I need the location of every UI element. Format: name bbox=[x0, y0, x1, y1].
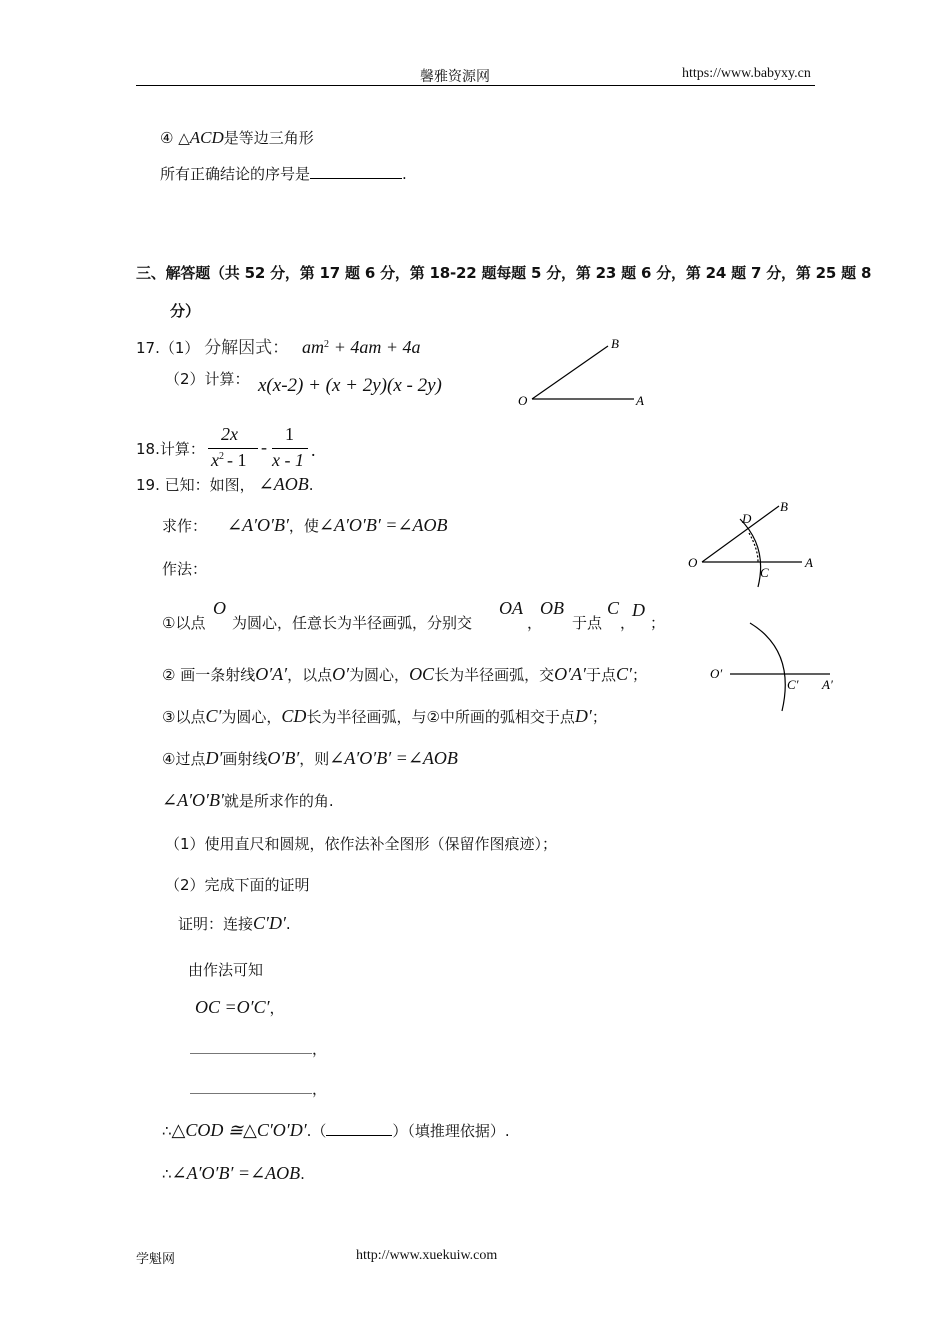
q18-fraction2 bbox=[272, 424, 308, 474]
fig19a-label-a: A bbox=[805, 555, 813, 570]
q19-blank-line1 bbox=[190, 1038, 327, 1059]
q19-step2-o: O′ bbox=[332, 664, 350, 684]
q19-therefore1-after: ）（填推理依据）. bbox=[392, 1122, 510, 1140]
q19-step2-a: ② 画一条射线 bbox=[162, 666, 256, 684]
q19-step3-point-d: D′ bbox=[574, 706, 592, 726]
q19-req-expr1: ∠A′O′B′ bbox=[227, 515, 289, 535]
q18-denominator1 bbox=[211, 450, 247, 471]
q19-eq1-expr: OC =O′C′ bbox=[195, 997, 270, 1017]
q18-denominator2: x - 1 bbox=[272, 450, 304, 470]
q19-therefore2-sym: ∴ bbox=[162, 1165, 172, 1183]
q19-blank1[interactable] bbox=[190, 1043, 312, 1054]
header-site-name: 馨雅资源网 bbox=[420, 69, 490, 85]
fig17-ray-ob bbox=[532, 346, 608, 399]
q19-step1-comma1: ， bbox=[527, 614, 543, 632]
q19-step1-oa: OA bbox=[499, 598, 523, 618]
fig19b-construction-diagram bbox=[700, 615, 845, 715]
q19-step1-comma2: ， bbox=[620, 614, 636, 632]
q19-step1-point-c: C bbox=[607, 598, 620, 618]
q19-step1-b: 为圆心，任意长为半径画弧，分别交 bbox=[232, 614, 473, 632]
q16-item4-prefix: ④ △ bbox=[160, 129, 190, 147]
q18-den1-a: x bbox=[211, 450, 219, 470]
q16-answer-blank[interactable] bbox=[310, 162, 402, 179]
fig17-label-o: O bbox=[518, 393, 528, 408]
q19-step1-end: ； bbox=[650, 614, 666, 632]
q17-part1-exp: 2 bbox=[323, 339, 329, 350]
q19-proof bbox=[178, 913, 291, 934]
q19-step4-b: 画射线 bbox=[222, 750, 268, 768]
q19-step2-end: ； bbox=[631, 666, 647, 684]
q19-conclusion bbox=[162, 790, 334, 811]
fig19a-ray-ob bbox=[702, 506, 779, 562]
q19-therefore1-mid: .（ bbox=[306, 1122, 327, 1140]
q19-step1-point-d: D bbox=[632, 600, 645, 620]
q19-sub2: （2）完成下面的证明 bbox=[165, 876, 310, 894]
fig17-angle-diagram bbox=[510, 330, 660, 410]
q17-part1-expr-a: am bbox=[301, 337, 324, 357]
q19-step2-ray: O′A′ bbox=[255, 664, 288, 684]
q19-step2-c: 为圆心， bbox=[349, 666, 410, 684]
fig19a-construction-diagram bbox=[680, 495, 820, 595]
q16-answer-prompt: 所有正确结论的序号是 bbox=[160, 165, 311, 183]
q19-proof-end: . bbox=[285, 915, 291, 933]
q19-step1-o: O bbox=[213, 598, 226, 618]
q19-step3-b: 为圆心， bbox=[221, 708, 282, 726]
fig19b-arc bbox=[750, 623, 785, 711]
q18-fraction1 bbox=[208, 424, 258, 474]
q19-step2-d: 长为半径画弧，交 bbox=[434, 666, 555, 684]
q19-step2-oc: OC bbox=[409, 664, 435, 684]
q17-number: 17.（1） bbox=[136, 339, 200, 357]
q18-numerator1: 2x bbox=[221, 424, 238, 444]
fig19b-label-a: A′ bbox=[822, 677, 833, 692]
q16-item4 bbox=[160, 127, 314, 148]
section3-title-line2: 分） bbox=[170, 302, 201, 320]
header-rule bbox=[136, 85, 815, 86]
q19-step3-cd: CD bbox=[281, 706, 307, 726]
q19-step1-a: ①以点 bbox=[162, 614, 206, 632]
q19-step4-c: ，则 bbox=[299, 750, 330, 768]
q17-part2-label: （2）计算： bbox=[165, 370, 250, 388]
q19-blank1-end: ， bbox=[312, 1040, 328, 1058]
q19-given-end: . bbox=[308, 476, 314, 494]
fig19a-label-o: O bbox=[688, 555, 698, 570]
q18-den1-b: - 1 bbox=[227, 450, 247, 470]
q19-req-mid: ，使 bbox=[288, 517, 319, 535]
q19-eq1 bbox=[195, 997, 285, 1018]
q18-den1-exp: 2 bbox=[219, 451, 224, 462]
q16-answer-end: . bbox=[402, 165, 407, 183]
q19-sub1: （1）使用直尺和圆规，依作法补全图形（保留作图痕迹）； bbox=[165, 835, 558, 853]
fig19a-label-b: B bbox=[780, 499, 788, 514]
fig19b-label-c: C′ bbox=[787, 677, 799, 692]
q18-bar1 bbox=[208, 448, 258, 449]
q19-step2-b: ，以点 bbox=[287, 666, 333, 684]
q19-therefore2-end: . bbox=[300, 1165, 305, 1183]
q18-end: . bbox=[311, 440, 316, 460]
q19-step3-point-c: C′ bbox=[205, 706, 222, 726]
q19-step2-ray2: O′A′ bbox=[554, 664, 586, 684]
q19-step4-expr: ∠A′O′B′ =∠AOB bbox=[329, 748, 458, 768]
q19-blank2-end: ， bbox=[312, 1080, 328, 1098]
q19-step2-point-c: C′ bbox=[615, 664, 632, 684]
q19-required bbox=[162, 515, 448, 536]
q19-step4-ray: O′B′ bbox=[267, 748, 300, 768]
q19-step4-point-d: D′ bbox=[205, 748, 223, 768]
q19-conclusion-expr: ∠A′O′B′ bbox=[162, 790, 224, 810]
q19-blank2[interactable] bbox=[190, 1083, 312, 1094]
header-url[interactable]: https://www.babyxy.cn bbox=[682, 66, 811, 81]
q19-therefore1-expr: △COD ≅△C′O′D′ bbox=[171, 1120, 307, 1140]
q18-numerator2: 1 bbox=[285, 424, 294, 444]
q19-eq1-end: ， bbox=[269, 999, 285, 1017]
q19-req-label: 求作： bbox=[162, 517, 208, 535]
fig19a-label-c: C bbox=[760, 565, 769, 580]
fig17-label-a: A bbox=[636, 393, 644, 408]
q19-step4 bbox=[162, 748, 458, 769]
q19-reason-blank[interactable] bbox=[326, 1121, 392, 1136]
q17-part1 bbox=[136, 333, 421, 358]
q19-step1-ob: OB bbox=[540, 598, 564, 618]
q19-conclusion-text: 就是所求作的角. bbox=[223, 792, 334, 810]
fig17-label-b: B bbox=[611, 336, 619, 351]
q19-therefore2 bbox=[162, 1163, 305, 1184]
q19-therefore2-expr: ∠A′O′B′ =∠AOB bbox=[171, 1163, 301, 1183]
fig19b-label-o: O′ bbox=[710, 666, 723, 681]
q19-method-label: 作法： bbox=[162, 560, 208, 578]
footer-url[interactable]: http://www.xuekuiw.com bbox=[356, 1248, 498, 1263]
q19-step2 bbox=[162, 664, 647, 685]
q18-bar2 bbox=[272, 448, 308, 449]
q19-by-construction: 由作法可知 bbox=[188, 961, 264, 979]
q18-label: 18.计算： bbox=[136, 440, 205, 458]
q19-step3-c: 长为半径画弧，与②中所画的弧相交于点 bbox=[306, 708, 575, 726]
fig19a-label-d: D bbox=[742, 511, 752, 526]
q19-label: 19. 已知：如图， bbox=[136, 476, 255, 494]
footer-site-name: 学魁网 bbox=[136, 1252, 176, 1267]
q17-part2-expr: x(x-2) + (x + 2y)(x - 2y) bbox=[258, 375, 442, 396]
q19-blank-line2 bbox=[190, 1078, 327, 1099]
q16-answer-line bbox=[160, 162, 407, 184]
q19-given-angle: ∠AOB bbox=[258, 474, 309, 494]
q18-minus: - bbox=[261, 437, 267, 457]
q19-req-expr2: ∠A′O′B′ =∠AOB bbox=[318, 515, 448, 535]
section3-title-line1: 三、解答题（共 52 分，第 17 题 6 分，第 18-22 题每题 5 分，第 23 题 6 分，第 24 题 7 分，第 25 题 8 bbox=[136, 264, 872, 282]
q17-part1-expr-b: + 4am + 4a bbox=[333, 337, 421, 357]
q16-item4-math: ACD bbox=[189, 128, 224, 147]
q19-therefore1 bbox=[162, 1120, 510, 1141]
q19-step3-a: ③以点 bbox=[162, 708, 206, 726]
q19-therefore1-sym: ∴ bbox=[162, 1122, 172, 1140]
q19-step3 bbox=[162, 706, 607, 727]
q19-proof-seg: C′D′ bbox=[253, 913, 286, 933]
q19-given bbox=[136, 474, 313, 495]
q19-proof-label: 证明：连接 bbox=[178, 915, 254, 933]
q19-step1-c: 于点 bbox=[572, 614, 603, 632]
q19-step4-a: ④过点 bbox=[162, 750, 206, 768]
q16-item4-text: 是等边三角形 bbox=[223, 129, 314, 147]
q19-step3-end: ； bbox=[591, 708, 607, 726]
q17-part1-label: 分解因式： bbox=[204, 338, 290, 358]
q19-step2-e: 于点 bbox=[585, 666, 616, 684]
